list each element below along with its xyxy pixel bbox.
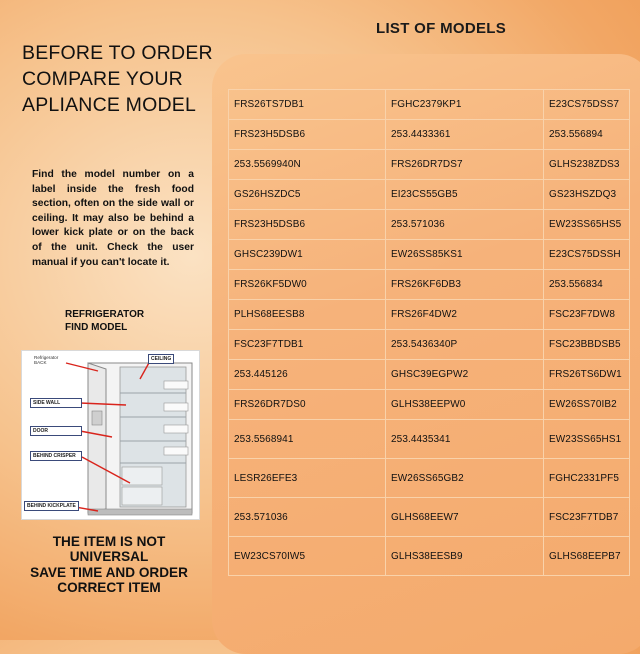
model-number-cell: FRS26KF5DW0: [229, 270, 386, 300]
model-number-cell: FRS26TS6DW1: [544, 360, 630, 390]
label-door: DOOR: [30, 426, 82, 436]
model-number-cell: EW26SS70IB2: [544, 390, 630, 420]
model-number-cell: EW23SS65HS1: [544, 420, 630, 459]
model-number-cell: FRS26DR7DS7: [386, 150, 544, 180]
model-number-cell: FSC23BBDSB5: [544, 330, 630, 360]
model-number-cell: FGHC2379KP1: [386, 90, 544, 120]
model-number-cell: GS26HSZDC5: [229, 180, 386, 210]
model-number-cell: 253.5569940N: [229, 150, 386, 180]
model-number-cell: EW23SS65HS5: [544, 210, 630, 240]
headline-line: APLIANCE MODEL: [22, 94, 197, 116]
model-number-cell: FRS26TS7DB1: [229, 90, 386, 120]
model-number-cell: GLHS38EESB9: [386, 537, 544, 576]
model-number-cell: GS23HSZDQ3: [544, 180, 630, 210]
model-number-cell: EW26SS85KS1: [386, 240, 544, 270]
table-row: [229, 300, 630, 330]
label-behind-crisper: BEHIND CRISPER: [30, 451, 82, 461]
table-row: [229, 330, 630, 360]
label-behind-kickplate: BEHIND KICKPLATE: [24, 501, 79, 511]
table-row: [229, 360, 630, 390]
headline: [22, 40, 213, 118]
model-number-cell: 253.556834: [544, 270, 630, 300]
model-number-cell: EW26SS65GB2: [386, 459, 544, 498]
model-number-cell: FGHC2331PF5: [544, 459, 630, 498]
model-number-cell: E23CS75DSS7: [544, 90, 630, 120]
model-number-cell: FRS26DR7DS0: [229, 390, 386, 420]
instructions-text: Find the model number on a label inside the fresh food section, often on the side wall or ceiling. It may also be behind a lower kick plate or on the back of the unit. Check the user manual if you can't locate it.: [32, 169, 194, 268]
model-number-cell: EI23CS55GB5: [386, 180, 544, 210]
model-number-cell: E23CS75DSSH: [544, 240, 630, 270]
table-row: [229, 180, 630, 210]
model-number-cell: PLHS68EESB8: [229, 300, 386, 330]
table-row: [229, 120, 630, 150]
model-number-cell: FRS26KF6DB3: [386, 270, 544, 300]
label-refrigerator-back: Refrigerator BACK: [34, 355, 59, 366]
headline-line: BEFORE TO ORDER: [22, 42, 213, 64]
model-number-cell: FRS26F4DW2: [386, 300, 544, 330]
label-ceiling: CEILING: [148, 354, 174, 364]
diagram-title: [65, 308, 144, 334]
notice-line: THE ITEM IS NOT: [52, 534, 166, 549]
model-number-cell: 253.556894: [544, 120, 630, 150]
table-row: [229, 90, 630, 120]
model-number-cell: 253.571036: [229, 498, 386, 537]
diagram-title-line: FIND MODEL: [65, 322, 128, 333]
model-number-cell: GLHS68EEW7: [386, 498, 544, 537]
notice-line: SAVE TIME AND ORDER: [30, 564, 188, 580]
model-number-cell: LESR26EFE3: [229, 459, 386, 498]
table-row: [229, 498, 630, 537]
table-row: [229, 210, 630, 240]
model-number-cell: 253.4435341: [386, 420, 544, 459]
model-number-cell: 253.5568941: [229, 420, 386, 459]
notice-line: CORRECT ITEM: [57, 580, 161, 596]
models-table: [228, 89, 630, 576]
model-number-cell: FRS23H5DSB6: [229, 210, 386, 240]
model-number-cell: GLHS38EEPW0: [386, 390, 544, 420]
notice-text: [14, 534, 204, 596]
model-number-cell: FRS23H5DSB6: [229, 120, 386, 150]
notice-line: UNIVERSAL: [69, 549, 149, 565]
table-row: [229, 390, 630, 420]
model-number-cell: GHSC39EGPW2: [386, 360, 544, 390]
table-row: [229, 420, 630, 459]
model-number-cell: FSC23F7DW8: [544, 300, 630, 330]
refrigerator-diagram: [21, 350, 200, 520]
headline-line: COMPARE YOUR: [22, 68, 183, 90]
model-number-cell: FSC23F7TDB1: [229, 330, 386, 360]
model-number-cell: FSC23F7TDB7: [544, 498, 630, 537]
table-row: [229, 240, 630, 270]
table-row: [229, 150, 630, 180]
label-side-wall: SIDE WALL: [30, 398, 82, 408]
model-number-cell: GLHS68EEPB7: [544, 537, 630, 576]
table-row: [229, 459, 630, 498]
model-number-cell: GLHS238ZDS3: [544, 150, 630, 180]
list-title: LIST OF MODELS: [376, 20, 507, 37]
diagram-title-line: REFRIGERATOR: [65, 309, 145, 320]
model-number-cell: 253.571036: [386, 210, 544, 240]
model-number-cell: EW23CS70IW5: [229, 537, 386, 576]
table-row: [229, 537, 630, 576]
model-number-cell: 253.4433361: [386, 120, 544, 150]
models-table-body: [229, 90, 630, 576]
model-number-cell: GHSC239DW1: [229, 240, 386, 270]
model-number-cell: 253.445126: [229, 360, 386, 390]
table-row: [229, 270, 630, 300]
model-number-cell: 253.5436340P: [386, 330, 544, 360]
